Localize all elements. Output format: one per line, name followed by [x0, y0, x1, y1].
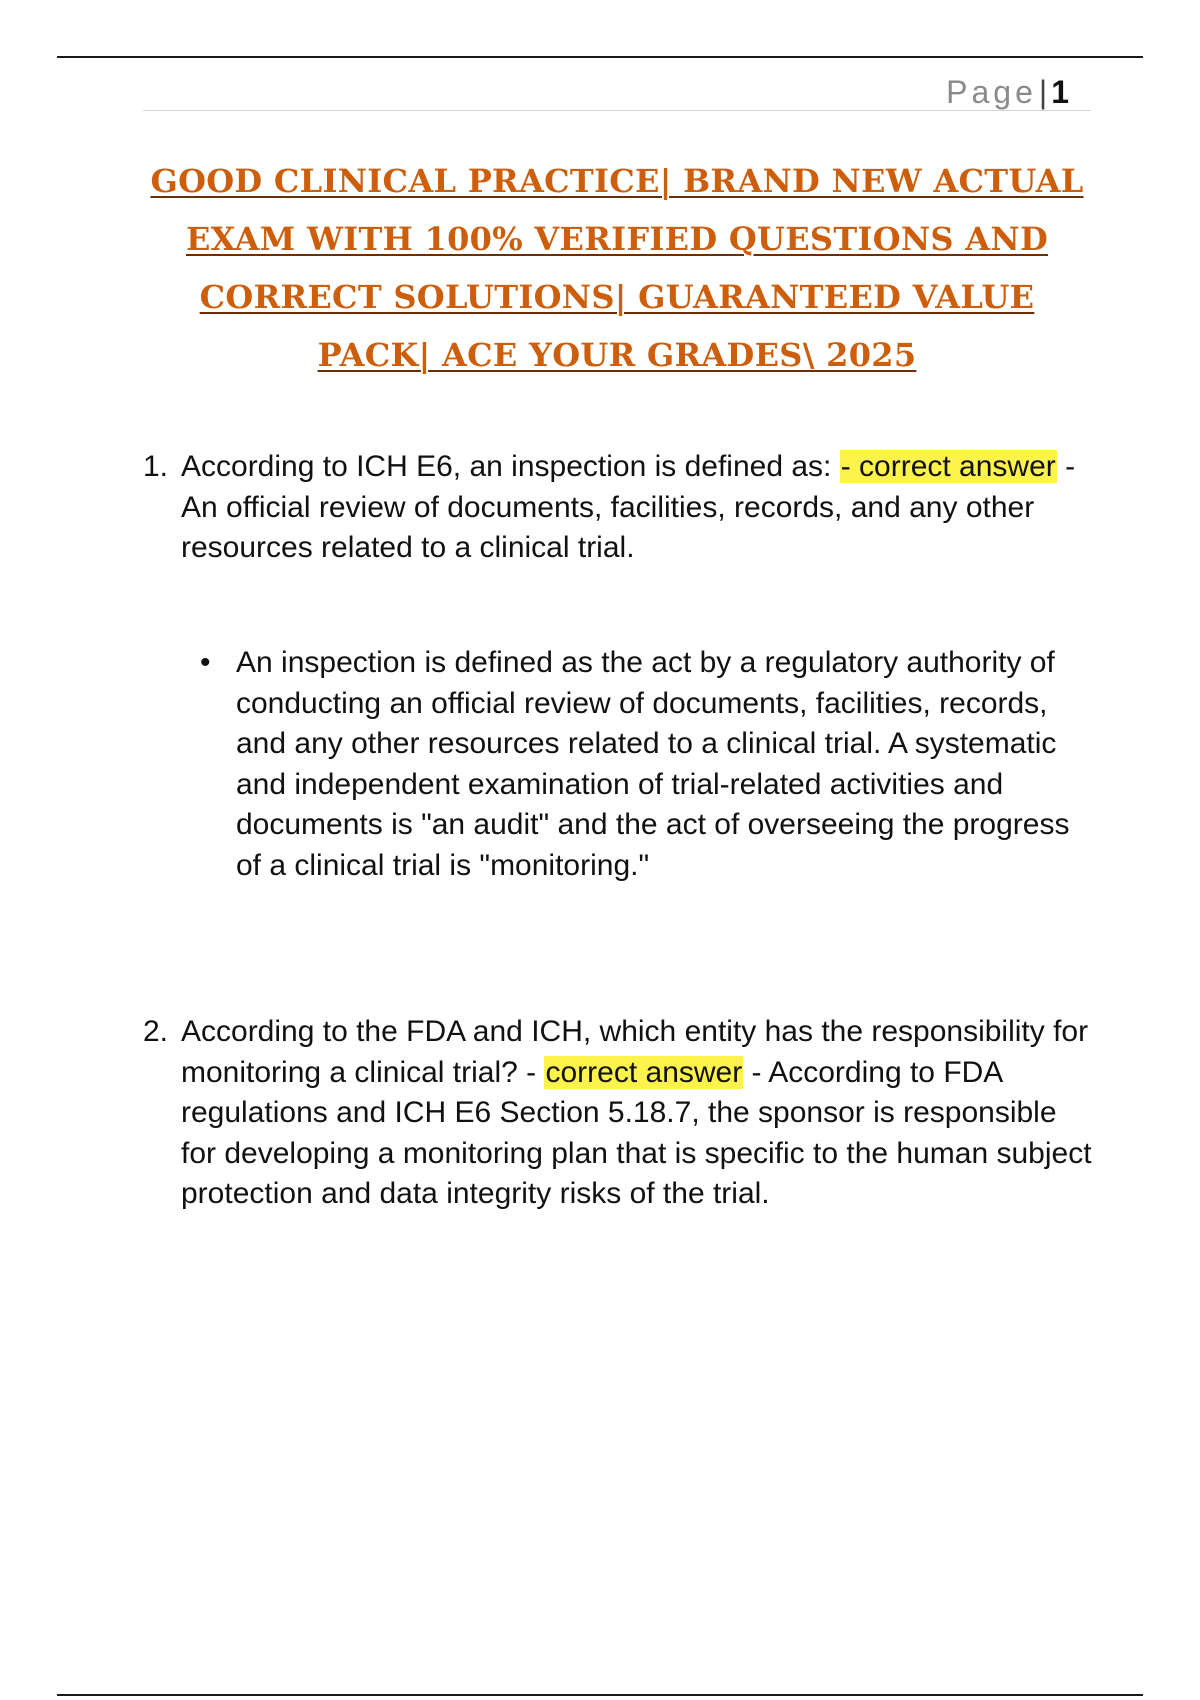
answer-text: - An official review of documents, facilities, records, and any other resources related to a clinical trial. — [181, 450, 1076, 564]
question-text: According to the FDA and ICH, which entity has the responsibility for monitoring a clinical trial? - — [181, 1015, 1089, 1089]
question-number: 2. — [143, 1015, 169, 1048]
title-line: GOOD CLINICAL PRACTICE| BRAND NEW ACTUAL — [150, 162, 1084, 200]
bullet-icon: • — [200, 646, 211, 679]
page-separator: | — [1038, 74, 1048, 110]
document-title — [150, 152, 1084, 384]
title-line: PACK| ACE YOUR GRADES\ 2025 — [317, 336, 917, 374]
page-label: Page — [946, 74, 1037, 110]
question-text: According to ICH E6, an inspection is defined as: — [181, 450, 840, 483]
question-body — [181, 1012, 1093, 1215]
question-number: 1. — [143, 450, 169, 483]
title-line: EXAM WITH 100% VERIFIED QUESTIONS AND — [185, 220, 1049, 258]
page-header — [143, 72, 1091, 111]
answer-text: - According to FDA regulations and ICH E6 Section 5.18.7, the sponsor is responsible for developing a monitoring plan that is specific to the human subject protection and data integrity risks of the trial. — [181, 1055, 1092, 1210]
explanation-bullet — [198, 643, 1098, 886]
question-item-2 — [143, 1012, 1093, 1215]
answer-highlight: correct answer — [545, 1055, 743, 1089]
title-line: CORRECT SOLUTIONS| GUARANTEED VALUE — [199, 278, 1035, 316]
answer-highlight: - correct answer — [840, 450, 1056, 483]
question-body — [181, 447, 1093, 569]
top-rule — [57, 56, 1143, 58]
page-number-value: 1 — [1051, 74, 1069, 110]
question-item-1 — [143, 447, 1093, 569]
bottom-rule — [57, 1694, 1143, 1696]
page-number — [946, 74, 1069, 111]
explanation-text: An inspection is defined as the act by a regulatory authority of conducting an official review of documents, facilities, records, and any other resources related to a clinical trial. A systematic and independent examination of trial-related activities and documents is "an audit" and the act of overseeing the progress of a clinical trial is "monitoring." — [236, 646, 1070, 882]
